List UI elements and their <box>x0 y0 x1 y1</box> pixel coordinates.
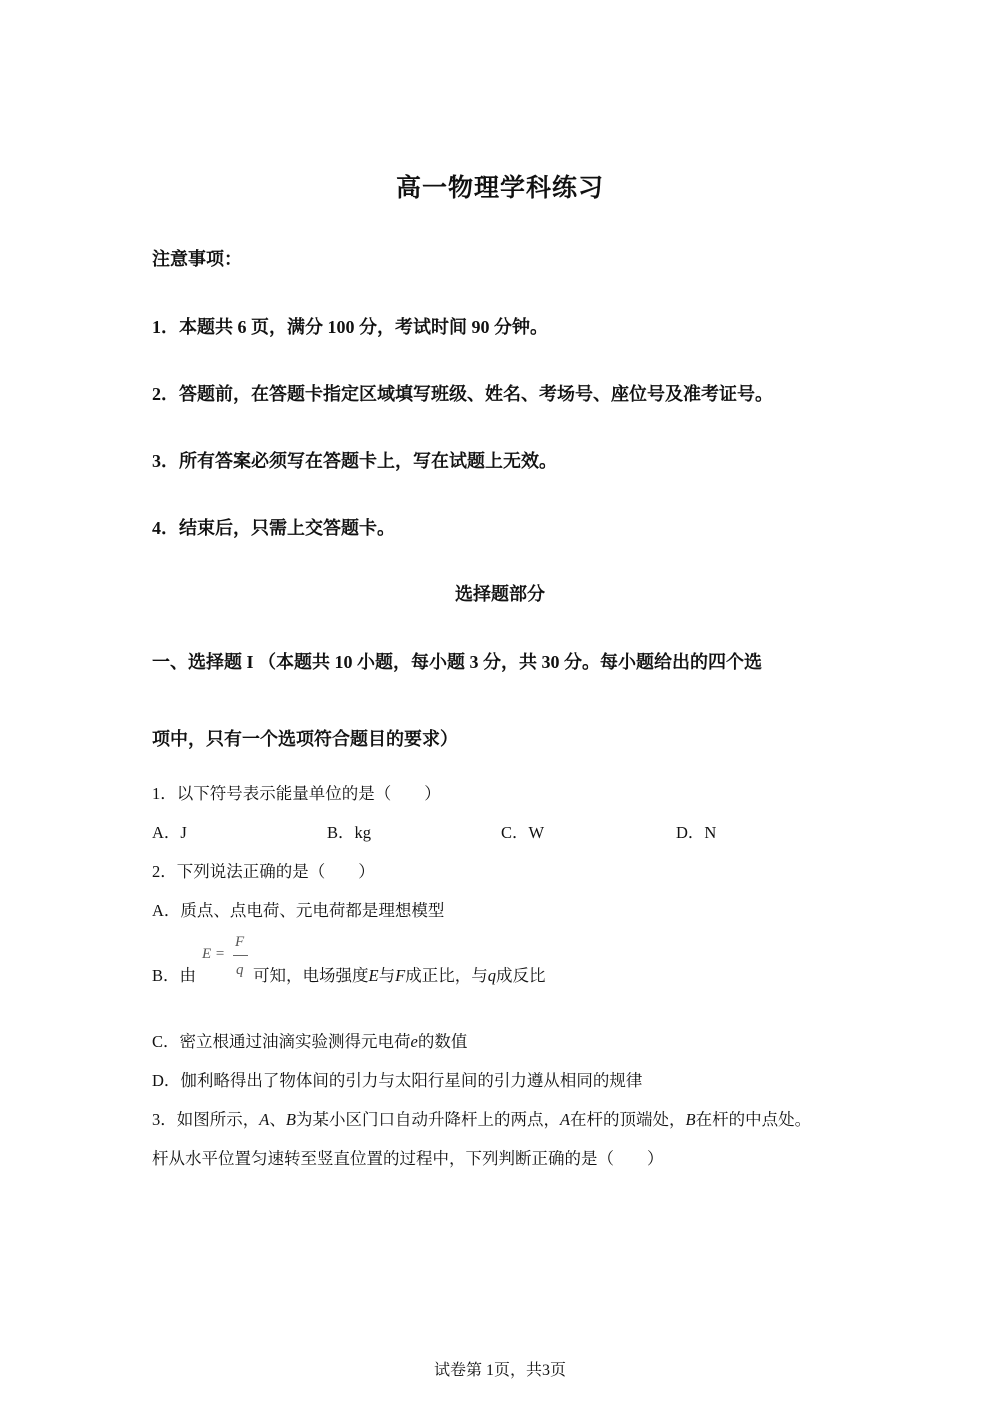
formula-numerator: F <box>235 934 245 950</box>
q1-option-a: A．J <box>152 823 187 842</box>
q2-option-b-text <box>253 962 545 986</box>
q1-option-b: B．kg <box>327 823 372 842</box>
formula-fraction-bar <box>233 955 248 956</box>
q2b-text-2: 与 <box>378 966 396 985</box>
q2-stem: 2．下列说法正确的是（ ） <box>152 862 375 881</box>
q2c-text-2: 的数值 <box>417 1032 468 1051</box>
q3-stem-line1 <box>152 1106 811 1130</box>
q3-text-4: 在杆的顶端处， <box>570 1110 686 1129</box>
part1-heading-line1: 一、选择题 I （本题共 10 小题，每小题 3 分，共 30 分。每小题给出的四个选 <box>152 652 763 672</box>
q3-text-1: 3．如图所示， <box>152 1110 260 1129</box>
q2b-text-1: 可知，电场强度 <box>253 966 369 985</box>
q2-option-b-prefix: B．由 <box>152 966 197 985</box>
q2b-text-3: 成正比，与 <box>405 966 488 985</box>
part1-heading-line2: 项中，只有一个选项符合题目的要求） <box>152 729 458 749</box>
section-title: 选择题部分 <box>455 584 545 604</box>
q3-var-b1: B <box>285 1110 296 1129</box>
q2b-var-q: q <box>487 966 496 985</box>
q2-option-d: D．伽利略得出了物体间的引力与太阳行星间的引力遵从相同的规律 <box>152 1071 643 1090</box>
q1-option-d: D．N <box>676 823 717 842</box>
notice-item-2: 2．答题前，在答题卡指定区域填写班级、姓名、考场号、座位号及准考证号。 <box>152 384 773 404</box>
notice-heading: 注意事项： <box>152 249 242 269</box>
formula-lhs: E = <box>202 946 226 962</box>
q1-stem: 1．以下符号表示能量单位的是（ ） <box>152 784 441 803</box>
q3-text-2: 、 <box>269 1110 286 1129</box>
q2b-var-e: E <box>368 966 379 985</box>
q2b-var-f: F <box>395 966 406 985</box>
notice-item-4: 4．结束后，只需上交答题卡。 <box>152 518 395 538</box>
q3-var-b2: B <box>685 1110 696 1129</box>
q2c-text-1: C．密立根通过油滴实验测得元电荷 <box>152 1032 411 1051</box>
notice-item-1: 1．本题共 6 页，满分 100 分，考试时间 90 分钟。 <box>152 317 548 337</box>
q2-option-a: A．质点、点电荷、元电荷都是理想模型 <box>152 901 445 920</box>
q3-var-a2: A <box>559 1110 571 1129</box>
q3-text-5: 在杆的中点处。 <box>695 1110 812 1129</box>
q2-option-c <box>152 1028 467 1052</box>
q3-text-3: 为某小区门口自动升降杆上的两点， <box>295 1110 560 1129</box>
q3-var-a1: A <box>259 1110 270 1129</box>
notice-item-3: 3．所有答案必须写在答题卡上，写在试题上无效。 <box>152 451 557 471</box>
page-footer: 试卷第 1页，共3页 <box>433 1362 566 1379</box>
q2c-var-e: e <box>410 1032 418 1051</box>
q2b-text-4: 成反比 <box>495 966 546 985</box>
formula-denominator: q <box>236 962 244 978</box>
q3-stem-line2: 杆从水平位置匀速转至竖直位置的过程中，下列判断正确的是（ ） <box>152 1149 664 1168</box>
q1-option-c: C．W <box>501 823 545 842</box>
page-title: 高一物理学科练习 <box>395 175 604 202</box>
